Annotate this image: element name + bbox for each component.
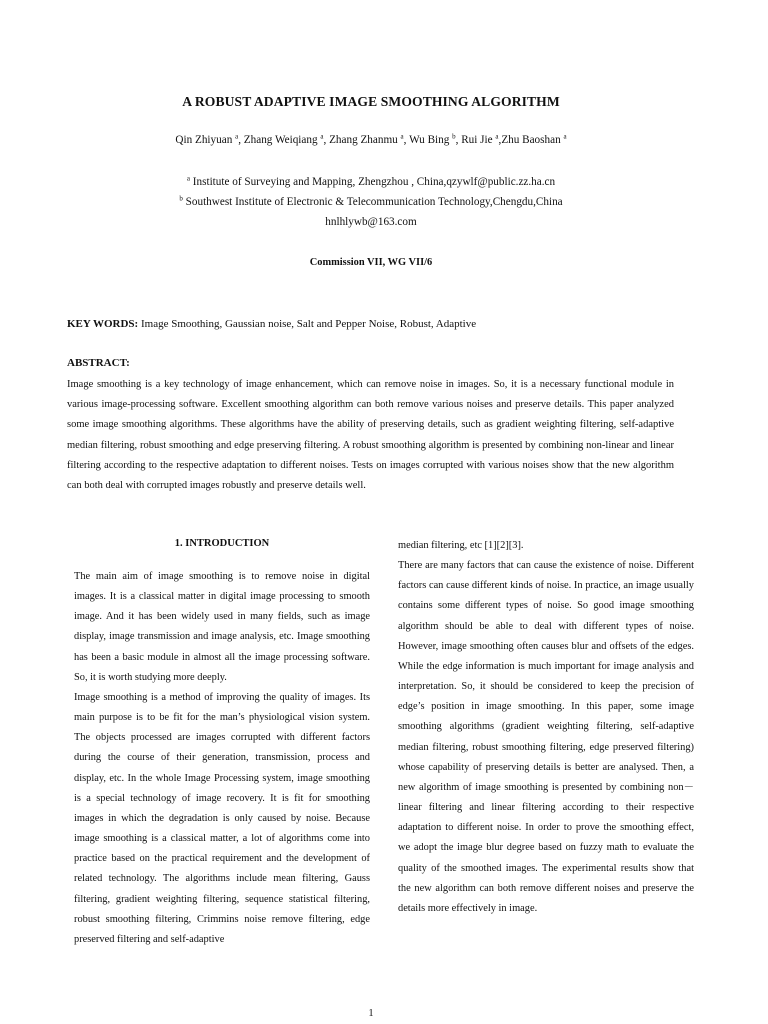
keywords-label: KEY WORDS: <box>67 318 139 330</box>
right-column <box>398 536 694 919</box>
affiliation-mark: b <box>179 194 183 203</box>
affiliation-a <box>0 176 742 188</box>
author: Zhang Zhanmu <box>329 134 398 146</box>
page-number: 1 <box>368 1008 374 1019</box>
author: Wu Bing <box>409 134 450 146</box>
commission-line: Commission VII, WG VII/6 <box>309 257 433 268</box>
author: Zhu Baoshan <box>501 134 561 146</box>
author: Qin Zhiyuan <box>175 134 233 146</box>
introduction-heading: 1. INTRODUCTION <box>174 538 270 549</box>
paragraph: Image smoothing is a method of improving the quality of images. Its main purpose is to be fit for the man’s physiological vision system. The objects processed are images corrupted with different factors during the course of their generation, transmission, process and display, etc. In the whole Image Processing system, image smoothing is a special technology of image recovery. It is fit for smoothing images in which the degradation is only caused by noise. Because image smoothing is a classical matter, a lot of algorithms come into practice based on the practical requirement and the development of related technology. The algorithms include mean filtering, Gauss filtering, gradient weighting filtering, sequence statistical filtering, robust smoothing filtering, Crimmins noise remove filtering, edge preserved filtering and self-adaptive <box>74 691 370 945</box>
affiliation-email <box>0 216 742 228</box>
affiliation-text: hnlhlywb@163.com <box>325 216 417 228</box>
paper-title: A ROBUST ADAPTIVE IMAGE SMOOTHING ALGORITHM <box>182 94 560 109</box>
author-affil-mark: a <box>235 132 239 141</box>
author: Rui Jie <box>461 134 493 146</box>
affiliation-text: Southwest Institute of Electronic & Telecommunication Technology,Chengdu,China <box>185 196 563 208</box>
author-affil-mark: a <box>320 132 324 141</box>
abstract-heading: ABSTRACT: <box>67 357 130 369</box>
affiliation-text: Institute of Surveying and Mapping, Zhengzhou , China,qzywlf@public.zz.ha.cn <box>192 176 556 188</box>
author-affil-mark: a <box>400 132 404 141</box>
paragraph: There are many factors that can cause the existence of noise. Different factors can cause different kinds of noise. In practice, an image usually contains some different types of noise. So good image smoothing algorithm should be able to deal with different types of noise. However, image smoothing often causes blur and offsets of the edges. While the edge information is much important for image analysis and interpretation. So, it should be considered to keep the precision of edge’s position in image smoothing. In this paper, some image smoothing algorithms (gradient weighting filtering, self-adaptive median filtering, robust smoothing filtering, edge preserved filtering) whose capability of preserving details is better are analysed. Then, a new algorithm of image smoothing is presented by combining non－linear filtering and linear filtering according to their respective adaptation to different noise. In order to prove the smoothing effect, we adopt the image blur degree based on fuzzy math to evaluate the quality of the smoothed images. The experimental results show that the new algorithm can both remove different noises and preserve the details more effectively in image. <box>398 560 694 914</box>
author: Zhang Weiqiang <box>243 134 318 146</box>
abstract-body: Image smoothing is a key technology of image enhancement, which can remove noise in images. So, it is a necessary functional module in various image-processing software. Excellent smoothing algorithm can both remove various noises and preserve details. This paper analyzed some image smoothing algorithms. These algorithms have the ability of preserving details, such as gradient weighting filtering, self-adaptive median filtering, robust smoothing and edge preserving filtering. A robust smoothing algorithm is presented by combining non-linear and linear filtering according to the respective adaptation to different noises. Tests on images corrupted with various noises show that the new algorithm can both deal with corrupted images robustly and preserve details well. <box>67 379 674 492</box>
keywords-section <box>67 318 677 330</box>
author-affil-mark: a <box>495 132 499 141</box>
author-list: Qin Zhiyuan $^a$, Zhang Weiqiang $^a$, Zhang Zhanmu $^a$, Wu Bing $^b$, Rui Jie $^a$,Zhu Baoshan $^a$ <box>175 132 567 146</box>
keywords-text: Image Smoothing, Gaussian noise, Salt and Pepper Noise, Robust, Adaptive <box>140 318 477 330</box>
affiliation-b <box>0 196 742 208</box>
paragraph: median filtering, etc [1][2][3]. <box>398 540 524 551</box>
author-affil-mark: b <box>452 132 456 141</box>
paragraph: The main aim of image smoothing is to remove noise in digital images. It is a classical matter in digital image processing to smooth image. And it has been widely used in many fields, such as image display, image transmission and image analysis, etc. Image smoothing has been a basic module in almost all the image processing software. So, it is worth studying more deeply. <box>74 571 370 683</box>
author-affil-mark: a <box>563 132 567 141</box>
affiliation-mark: a <box>186 174 190 183</box>
left-column <box>74 567 370 950</box>
